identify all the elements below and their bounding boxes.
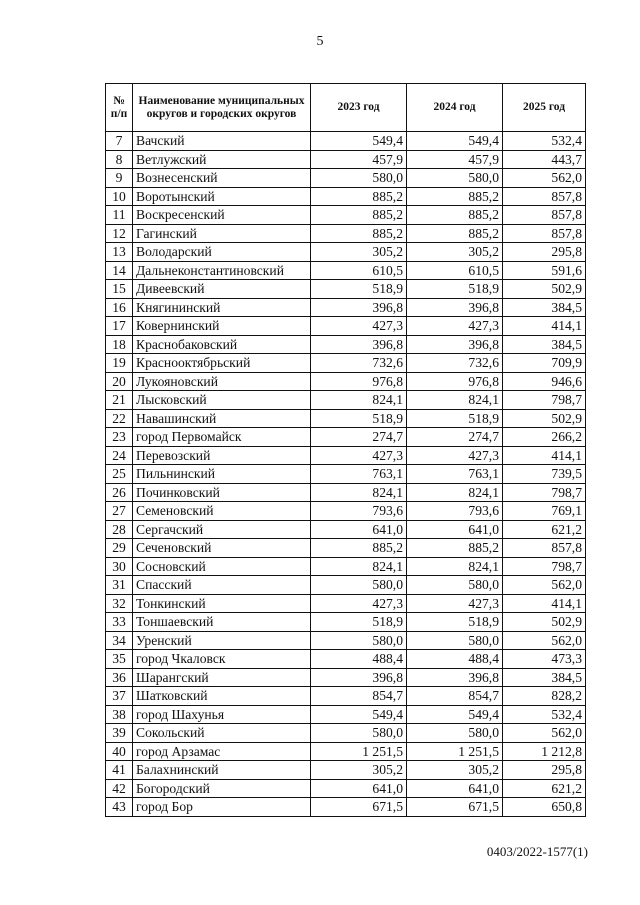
value-2023: 305,2 — [311, 243, 407, 262]
value-2025: 798,7 — [503, 557, 586, 576]
row-number: 32 — [106, 594, 133, 613]
municipality-name: Дальнеконстантиновский — [133, 261, 311, 280]
value-2023: 396,8 — [311, 668, 407, 687]
municipality-name: Семеновский — [133, 502, 311, 521]
value-2025: 562,0 — [503, 631, 586, 650]
table-row — [106, 779, 586, 798]
value-2024: 396,8 — [407, 668, 503, 687]
value-2024: 396,8 — [407, 298, 503, 317]
municipality-name: Лукояновский — [133, 372, 311, 391]
table-row — [106, 742, 586, 761]
value-2023: 518,9 — [311, 409, 407, 428]
value-2023: 580,0 — [311, 576, 407, 595]
table-row — [106, 224, 586, 243]
value-2025: 739,5 — [503, 465, 586, 484]
table-row — [106, 280, 586, 299]
value-2025: 562,0 — [503, 576, 586, 595]
value-2024: 885,2 — [407, 187, 503, 206]
value-2025: 502,9 — [503, 280, 586, 299]
table-row — [106, 132, 586, 151]
value-2024: 549,4 — [407, 132, 503, 151]
value-2023: 427,3 — [311, 317, 407, 336]
header-year-2023: 2023 год — [311, 84, 407, 132]
allocation-table — [105, 83, 586, 817]
value-2024: 580,0 — [407, 576, 503, 595]
row-number: 22 — [106, 409, 133, 428]
municipality-name: Сокольский — [133, 724, 311, 743]
row-number: 23 — [106, 428, 133, 447]
row-number: 35 — [106, 650, 133, 669]
municipality-name: Ковернинский — [133, 317, 311, 336]
municipality-name: город Чкаловск — [133, 650, 311, 669]
value-2023: 427,3 — [311, 446, 407, 465]
value-2025: 384,5 — [503, 298, 586, 317]
row-number: 43 — [106, 798, 133, 817]
table-row — [106, 594, 586, 613]
value-2023: 793,6 — [311, 502, 407, 521]
municipality-name: Уренский — [133, 631, 311, 650]
table-row — [106, 372, 586, 391]
row-number: 24 — [106, 446, 133, 465]
value-2024: 824,1 — [407, 391, 503, 410]
value-2024: 793,6 — [407, 502, 503, 521]
table-row — [106, 298, 586, 317]
value-2025: 621,2 — [503, 520, 586, 539]
table-row — [106, 261, 586, 280]
value-2025: 857,8 — [503, 206, 586, 225]
value-2025: 502,9 — [503, 409, 586, 428]
municipality-name: Воскресенский — [133, 206, 311, 225]
value-2024: 427,3 — [407, 446, 503, 465]
table-row — [106, 724, 586, 743]
value-2025: 1 212,8 — [503, 742, 586, 761]
value-2024: 976,8 — [407, 372, 503, 391]
value-2024: 580,0 — [407, 169, 503, 188]
row-number: 7 — [106, 132, 133, 151]
table-row — [106, 150, 586, 169]
table-row — [106, 465, 586, 484]
value-2023: 763,1 — [311, 465, 407, 484]
table-row — [106, 576, 586, 595]
table-header-row — [106, 84, 586, 132]
value-2023: 976,8 — [311, 372, 407, 391]
value-2024: 580,0 — [407, 724, 503, 743]
row-number: 28 — [106, 520, 133, 539]
value-2024: 305,2 — [407, 761, 503, 780]
table-row — [106, 761, 586, 780]
value-2025: 857,8 — [503, 224, 586, 243]
value-2023: 549,4 — [311, 705, 407, 724]
value-2023: 580,0 — [311, 631, 407, 650]
value-2023: 732,6 — [311, 354, 407, 373]
row-number: 17 — [106, 317, 133, 336]
value-2025: 828,2 — [503, 687, 586, 706]
value-2025: 295,8 — [503, 761, 586, 780]
value-2024: 1 251,5 — [407, 742, 503, 761]
value-2024: 427,3 — [407, 594, 503, 613]
value-2024: 824,1 — [407, 557, 503, 576]
table-row — [106, 169, 586, 188]
row-number: 37 — [106, 687, 133, 706]
table-row — [106, 613, 586, 632]
municipality-name: Перевозский — [133, 446, 311, 465]
value-2024: 671,5 — [407, 798, 503, 817]
row-number: 14 — [106, 261, 133, 280]
municipality-name: Краснобаковский — [133, 335, 311, 354]
table-row — [106, 187, 586, 206]
value-2023: 885,2 — [311, 187, 407, 206]
municipality-name: Вознесенский — [133, 169, 311, 188]
header-year-2025: 2025 год — [503, 84, 586, 132]
value-2024: 427,3 — [407, 317, 503, 336]
value-2023: 396,8 — [311, 298, 407, 317]
value-2023: 824,1 — [311, 391, 407, 410]
table-row — [106, 705, 586, 724]
table-row — [106, 391, 586, 410]
table-row — [106, 335, 586, 354]
value-2023: 885,2 — [311, 224, 407, 243]
value-2023: 396,8 — [311, 335, 407, 354]
row-number: 12 — [106, 224, 133, 243]
table-row — [106, 502, 586, 521]
value-2023: 518,9 — [311, 613, 407, 632]
municipality-name: город Бор — [133, 798, 311, 817]
value-2023: 885,2 — [311, 206, 407, 225]
value-2025: 709,9 — [503, 354, 586, 373]
value-2025: 414,1 — [503, 594, 586, 613]
row-number: 40 — [106, 742, 133, 761]
row-number: 26 — [106, 483, 133, 502]
municipality-name: Княгининский — [133, 298, 311, 317]
municipality-name: Пильнинский — [133, 465, 311, 484]
municipality-name: Сеченовский — [133, 539, 311, 558]
value-2023: 580,0 — [311, 169, 407, 188]
table-row — [106, 687, 586, 706]
municipality-name: Починковский — [133, 483, 311, 502]
value-2024: 305,2 — [407, 243, 503, 262]
value-2023: 885,2 — [311, 539, 407, 558]
table-row — [106, 539, 586, 558]
row-number: 21 — [106, 391, 133, 410]
municipality-name: Ветлужский — [133, 150, 311, 169]
table-body — [106, 132, 586, 817]
row-number: 34 — [106, 631, 133, 650]
municipality-name: Богородский — [133, 779, 311, 798]
value-2024: 518,9 — [407, 409, 503, 428]
value-2024: 396,8 — [407, 335, 503, 354]
row-number: 16 — [106, 298, 133, 317]
row-number: 20 — [106, 372, 133, 391]
table-row — [106, 631, 586, 650]
municipality-name: Шарангский — [133, 668, 311, 687]
value-2023: 1 251,5 — [311, 742, 407, 761]
municipality-name: город Первомайск — [133, 428, 311, 447]
row-number: 42 — [106, 779, 133, 798]
value-2023: 671,5 — [311, 798, 407, 817]
value-2024: 610,5 — [407, 261, 503, 280]
value-2025: 650,8 — [503, 798, 586, 817]
value-2025: 621,2 — [503, 779, 586, 798]
municipality-name: Шатковский — [133, 687, 311, 706]
value-2025: 946,6 — [503, 372, 586, 391]
municipality-name: Лысковский — [133, 391, 311, 410]
value-2025: 857,8 — [503, 539, 586, 558]
value-2023: 305,2 — [311, 761, 407, 780]
municipality-name: Тоншаевский — [133, 613, 311, 632]
document-code: 0403/2022-1577(1) — [486, 844, 588, 859]
value-2025: 502,9 — [503, 613, 586, 632]
row-number: 13 — [106, 243, 133, 262]
value-2025: 798,7 — [503, 391, 586, 410]
table-row — [106, 520, 586, 539]
row-number: 36 — [106, 668, 133, 687]
value-2024: 885,2 — [407, 224, 503, 243]
header-year-2024: 2024 год — [407, 84, 503, 132]
value-2025: 443,7 — [503, 150, 586, 169]
value-2024: 580,0 — [407, 631, 503, 650]
table-row — [106, 668, 586, 687]
value-2023: 580,0 — [311, 724, 407, 743]
value-2024: 518,9 — [407, 280, 503, 299]
value-2025: 591,6 — [503, 261, 586, 280]
municipality-name: город Шахунья — [133, 705, 311, 724]
value-2024: 885,2 — [407, 206, 503, 225]
value-2023: 641,0 — [311, 779, 407, 798]
municipality-name: Навашинский — [133, 409, 311, 428]
table-row — [106, 317, 586, 336]
municipality-name: Краснооктябрьский — [133, 354, 311, 373]
value-2025: 562,0 — [503, 169, 586, 188]
value-2025: 473,3 — [503, 650, 586, 669]
value-2025: 295,8 — [503, 243, 586, 262]
row-number: 38 — [106, 705, 133, 724]
municipality-name: Спасский — [133, 576, 311, 595]
page-number: 5 — [316, 34, 324, 49]
value-2024: 641,0 — [407, 779, 503, 798]
table-row — [106, 206, 586, 225]
row-number: 25 — [106, 465, 133, 484]
municipality-name: Вачский — [133, 132, 311, 151]
value-2025: 562,0 — [503, 724, 586, 743]
value-2023: 641,0 — [311, 520, 407, 539]
value-2024: 549,4 — [407, 705, 503, 724]
value-2025: 769,1 — [503, 502, 586, 521]
value-2024: 518,9 — [407, 613, 503, 632]
municipality-name: Дивеевский — [133, 280, 311, 299]
row-number: 18 — [106, 335, 133, 354]
row-number: 30 — [106, 557, 133, 576]
value-2024: 854,7 — [407, 687, 503, 706]
municipality-name: Сосновский — [133, 557, 311, 576]
row-number: 27 — [106, 502, 133, 521]
table-row — [106, 483, 586, 502]
value-2025: 532,4 — [503, 705, 586, 724]
row-number: 31 — [106, 576, 133, 595]
value-2025: 384,5 — [503, 668, 586, 687]
row-number: 10 — [106, 187, 133, 206]
municipality-name: город Арзамас — [133, 742, 311, 761]
municipality-name: Сергачский — [133, 520, 311, 539]
table-row — [106, 354, 586, 373]
value-2023: 824,1 — [311, 557, 407, 576]
municipality-name: Балахнинский — [133, 761, 311, 780]
table-row — [106, 446, 586, 465]
table-row — [106, 650, 586, 669]
row-number: 39 — [106, 724, 133, 743]
value-2024: 763,1 — [407, 465, 503, 484]
value-2025: 384,5 — [503, 335, 586, 354]
value-2024: 885,2 — [407, 539, 503, 558]
value-2023: 824,1 — [311, 483, 407, 502]
table-row — [106, 428, 586, 447]
value-2023: 610,5 — [311, 261, 407, 280]
table-row — [106, 557, 586, 576]
municipality-name: Гагинский — [133, 224, 311, 243]
value-2024: 824,1 — [407, 483, 503, 502]
value-2024: 457,9 — [407, 150, 503, 169]
table-row — [106, 243, 586, 262]
municipality-name: Володарский — [133, 243, 311, 262]
municipality-name: Воротынский — [133, 187, 311, 206]
value-2025: 532,4 — [503, 132, 586, 151]
row-number: 41 — [106, 761, 133, 780]
value-2023: 518,9 — [311, 280, 407, 299]
value-2025: 414,1 — [503, 317, 586, 336]
row-number: 29 — [106, 539, 133, 558]
header-municipality-name: Наименование муниципальных округов и городских округов — [133, 84, 311, 132]
value-2025: 266,2 — [503, 428, 586, 447]
value-2023: 274,7 — [311, 428, 407, 447]
value-2023: 854,7 — [311, 687, 407, 706]
row-number: 8 — [106, 150, 133, 169]
value-2023: 457,9 — [311, 150, 407, 169]
value-2023: 549,4 — [311, 132, 407, 151]
value-2024: 732,6 — [407, 354, 503, 373]
value-2024: 274,7 — [407, 428, 503, 447]
value-2023: 427,3 — [311, 594, 407, 613]
value-2024: 641,0 — [407, 520, 503, 539]
row-number: 19 — [106, 354, 133, 373]
municipality-name: Тонкинский — [133, 594, 311, 613]
value-2024: 488,4 — [407, 650, 503, 669]
row-number: 33 — [106, 613, 133, 632]
value-2025: 414,1 — [503, 446, 586, 465]
row-number: 15 — [106, 280, 133, 299]
row-number: 9 — [106, 169, 133, 188]
value-2025: 798,7 — [503, 483, 586, 502]
row-number: 11 — [106, 206, 133, 225]
table-row — [106, 409, 586, 428]
value-2025: 857,8 — [503, 187, 586, 206]
header-number: № п/п — [106, 84, 133, 132]
table-row — [106, 798, 586, 817]
value-2023: 488,4 — [311, 650, 407, 669]
